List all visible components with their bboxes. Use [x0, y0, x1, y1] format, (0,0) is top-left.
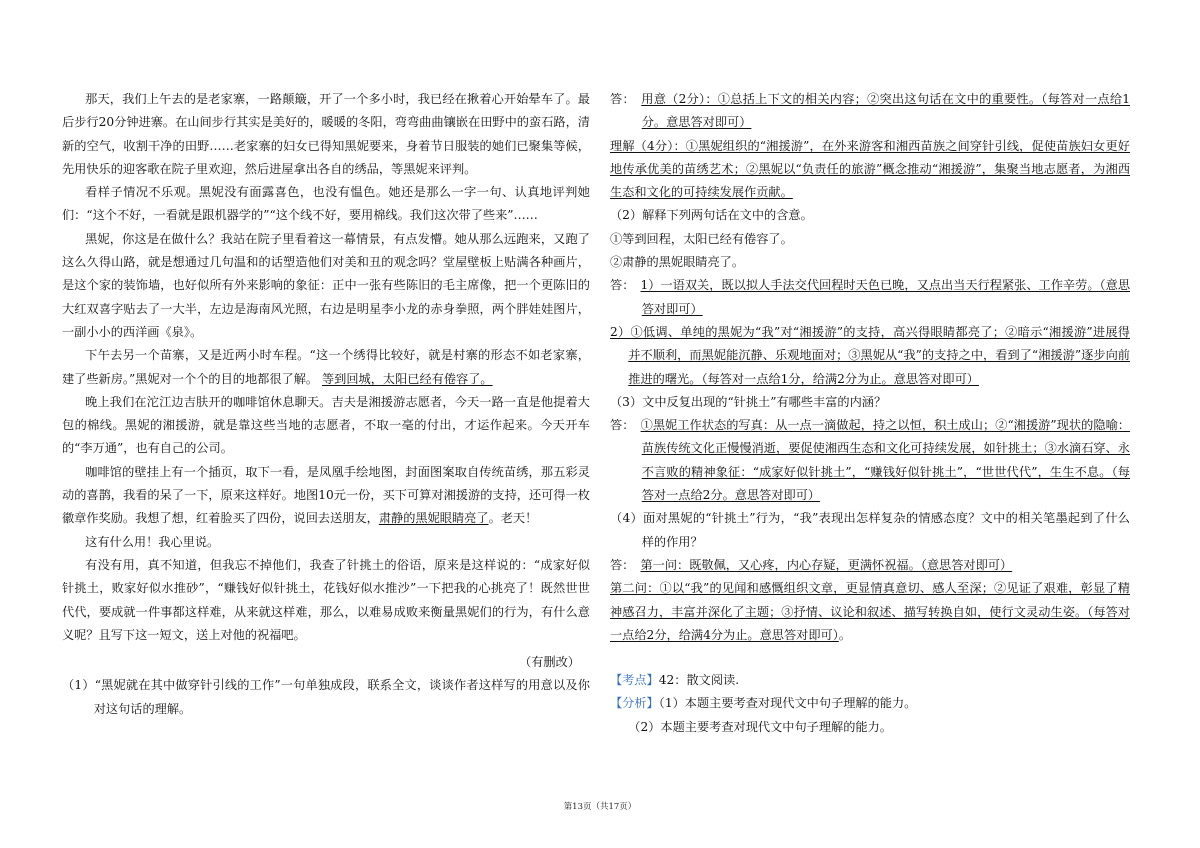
kaodian-tag: 【考点】: [610, 673, 659, 688]
paragraph-4-text: 下午去另一个苗寨，又是近两小时车程。“这一个绣得比较好，就是村寨的形态不如老家寨，建了些新房。”黑妮对一个个的目的地都很了解。: [62, 348, 590, 386]
paragraph-5: 晚上我们在沱江边吉肤开的咖啡馆休息聊天。吉夫是湘援游志愿者，今天一路一直是他提着大包的棉线。黑妮的湘援游，就是靠这些当地的志愿者，不取一毫的付出，才运作起来。今天开车的“李万通”，也有自己的公司。: [62, 394, 590, 456]
answer-1b-text: 理解（4分）：①黑妮组织的“湘援游”，在外来游客和湘西苗族之间穿针引线，促使苗族妇女更好地传承优美的苗绣艺术；②黑妮以“负责任的旅游”概念推动“湘援游”，集聚当地志愿者，为湘西生态和文化的可持续发展作贡献。: [610, 138, 1131, 200]
source-note: （有删改）: [519, 655, 580, 670]
question-3: （3）文中反复出现的“针挑土”有哪些丰富的内涵？: [610, 394, 887, 409]
paragraph-7: 这有什么用！我心里说。: [85, 534, 220, 549]
answer-2-text: 1）一语双关，既以拟人手法交代回程时天色已晚，又点出当天行程紧张、工作辛劳。（意思答对即可）: [640, 278, 1131, 316]
answer-2b: [610, 321, 1130, 391]
paragraph-6-text: 咖啡馆的壁挂上有一个插页，取下一看，是凤凰手绘地图，封面图案取自传统苗绣，那五彩灵动的喜鹊，我看的呆了一下，原来这样好。地图10元一份，买下可算对湘援游的支持，还可得一枚徽章作奖励。我想了想，红着脸买了四份，说回去送朋友，: [62, 464, 590, 526]
fenxi-2: [610, 716, 1130, 739]
fenxi-text-2: （2）本题主要考查对现代文中句子理解的能力。: [634, 719, 892, 734]
fenxi-text-1: （1）本题主要考查对现代文中句子理解的能力。: [658, 696, 917, 711]
question-1: （1）“黑妮就在其中做穿针引线的工作”一句单独成段，联系全文，谈谈作者这样写的用意以及你对这句话的理解。: [62, 678, 590, 716]
question-2-item-2: ②肃静的黑妮眼睛亮了。: [610, 255, 745, 270]
paragraph-4: [62, 344, 590, 391]
question-2-item-1: ①等到回程，太阳已经有倦容了。: [610, 231, 793, 246]
answer-1: [610, 88, 1130, 135]
answer-2-prefix: 答：: [610, 278, 629, 293]
answer-1-prefix: 答：: [610, 92, 629, 106]
paragraph-8: 有没有用，真不知道，但我忘不掉他们，我查了针挑土的俗语，原来是这样说的：“成家好似针挑土，败家好似水推砂”，“赚钱好似针挑土，花钱好似水推沙”一下把我的心挑亮了！既然世世代代，要成就一件事都这样难，从来就这样难，那么，以难易成败来衡量黑妮们的行为，有什么意义呢？且写下这一短文，送上对他的祝福吧。: [62, 557, 590, 642]
fenxi: [610, 692, 1130, 715]
question-4: （4）面对黑妮的“针挑土”行为，“我”表现出怎样复杂的情感态度？文中的相关笔墨起到了什么样的作用？: [610, 511, 1130, 549]
answer-2b-text: 2）①低调、单纯的黑妮为“我”对“湘援游”的支持，高兴得眼睛都亮了；②暗示“湘援游”进展得并不顺利，而黑妮能沉静、乐观地面对；③黑妮从“我”的支持之中，看到了“湘援游”逐步向前推进的曙光。（每答对一点给1分，给满2分为止。意思答对即可）: [610, 324, 1130, 386]
fenxi-tag: 【分析】: [610, 696, 659, 711]
paragraph-3: 黑妮，你这是在做什么？我站在院子里看着这一幕情景，有点发懵。她从那么远跑来，又跑了这么久得山路，就是想通过几句温和的话塑造他们对美和丑的观念吗？堂屋壁板上贴满各种画片，是这个家的装饰墙，也好似所有外来影响的象征：正中一张有些陈旧的毛主席像，把一个更陈旧的大红双喜字贴去了一大半，左边是海南风光照，右边是明星李小龙的赤身拳照，两个胖娃娃图片，一副小小的西洋画《泉》。: [62, 231, 590, 339]
answer-4b: [610, 577, 1130, 647]
kaodian: [610, 669, 1130, 692]
answer-1-text: 用意（2分）：①总括上下文的相关内容；②突出这句话在文中的重要性。（每答对一点给1分。意思答对即可）: [641, 92, 1131, 130]
answer-4-prefix: 答：: [610, 557, 629, 572]
kaodian-text: 42：散文阅读.: [658, 673, 740, 688]
answer-3-prefix: 答：: [610, 418, 629, 433]
answer-2: [610, 274, 1130, 321]
paragraph-1: 那天，我们上午去的是老家寨，一路颠簸，开了一个多小时，我已经在揪着心开始晕车了。最后步行20分钟进寨。在山间步行其实是美好的，暖暖的冬阳，弯弯曲曲镶嵌在田野中的蛮石路，清新的空气，收割干净的田野……老家寨的妇女已得知黑妮要来，身着节日服装的她们已聚集等候，先用快乐的迎客歌在院子里欢迎，然后进屋拿出各自的绣品，等黑妮来评判。: [62, 92, 590, 176]
paragraph-6: [62, 461, 590, 531]
underlined-sentence-2: 肃静的黑妮眼睛亮了: [378, 511, 489, 526]
answer-3: [610, 414, 1130, 507]
answer-4b-tail: 。: [838, 627, 851, 642]
underlined-sentence-1: 等到回城，太阳已经有倦容了。: [321, 371, 493, 386]
answer-4b-text: 第二问：①以“我”的见闻和感慨组织文章，更显情真意切、感人至深；②见证了艰难，彰显了精神感召力，丰富并深化了主题；③抒情、议论和叙述、描写转换自如，使行文灵动生姿。（每答对一点给2分，给满4分为止。意思答对即可）: [610, 581, 1130, 642]
paragraph-2: 看样子情况不乐观。黑妮没有面露喜色，也没有愠色。她还是那么一字一句、认真地评判她们：“这个不好，一看就是跟机器学的”“这个线不好，要用棉线。我们这次带了些来”……: [62, 185, 590, 223]
answer-1b: [610, 135, 1130, 205]
page-number: 第13页（共17页）: [563, 802, 637, 812]
right-column: [610, 88, 1130, 739]
answer-3-text: ①黑妮工作状态的写真：从一点一滴做起，持之以恒，积土成山；②“湘援游”现状的隐喻：苗族传统文化正慢慢消逝，要促使湘西生态和文化可持续发展，如针挑土；③水滴石穿、永不言败的精神象征：“成家好似针挑土”，“赚钱好似针挑土”，“世世代代”，生生不息。（每答对一点给2分。意思答对即可）: [640, 418, 1130, 503]
question-2: （2）解释下列两句话在文中的含意。: [610, 208, 813, 223]
answer-4-text: 第一问：既敬佩，又心疼，内心存疑，更满怀祝福。（意思答对即可）: [640, 557, 1013, 572]
left-column: [62, 88, 590, 721]
paragraph-6-tail: 。老天！: [488, 511, 538, 526]
spacer: [610, 647, 1130, 669]
answer-4: [610, 554, 1130, 577]
